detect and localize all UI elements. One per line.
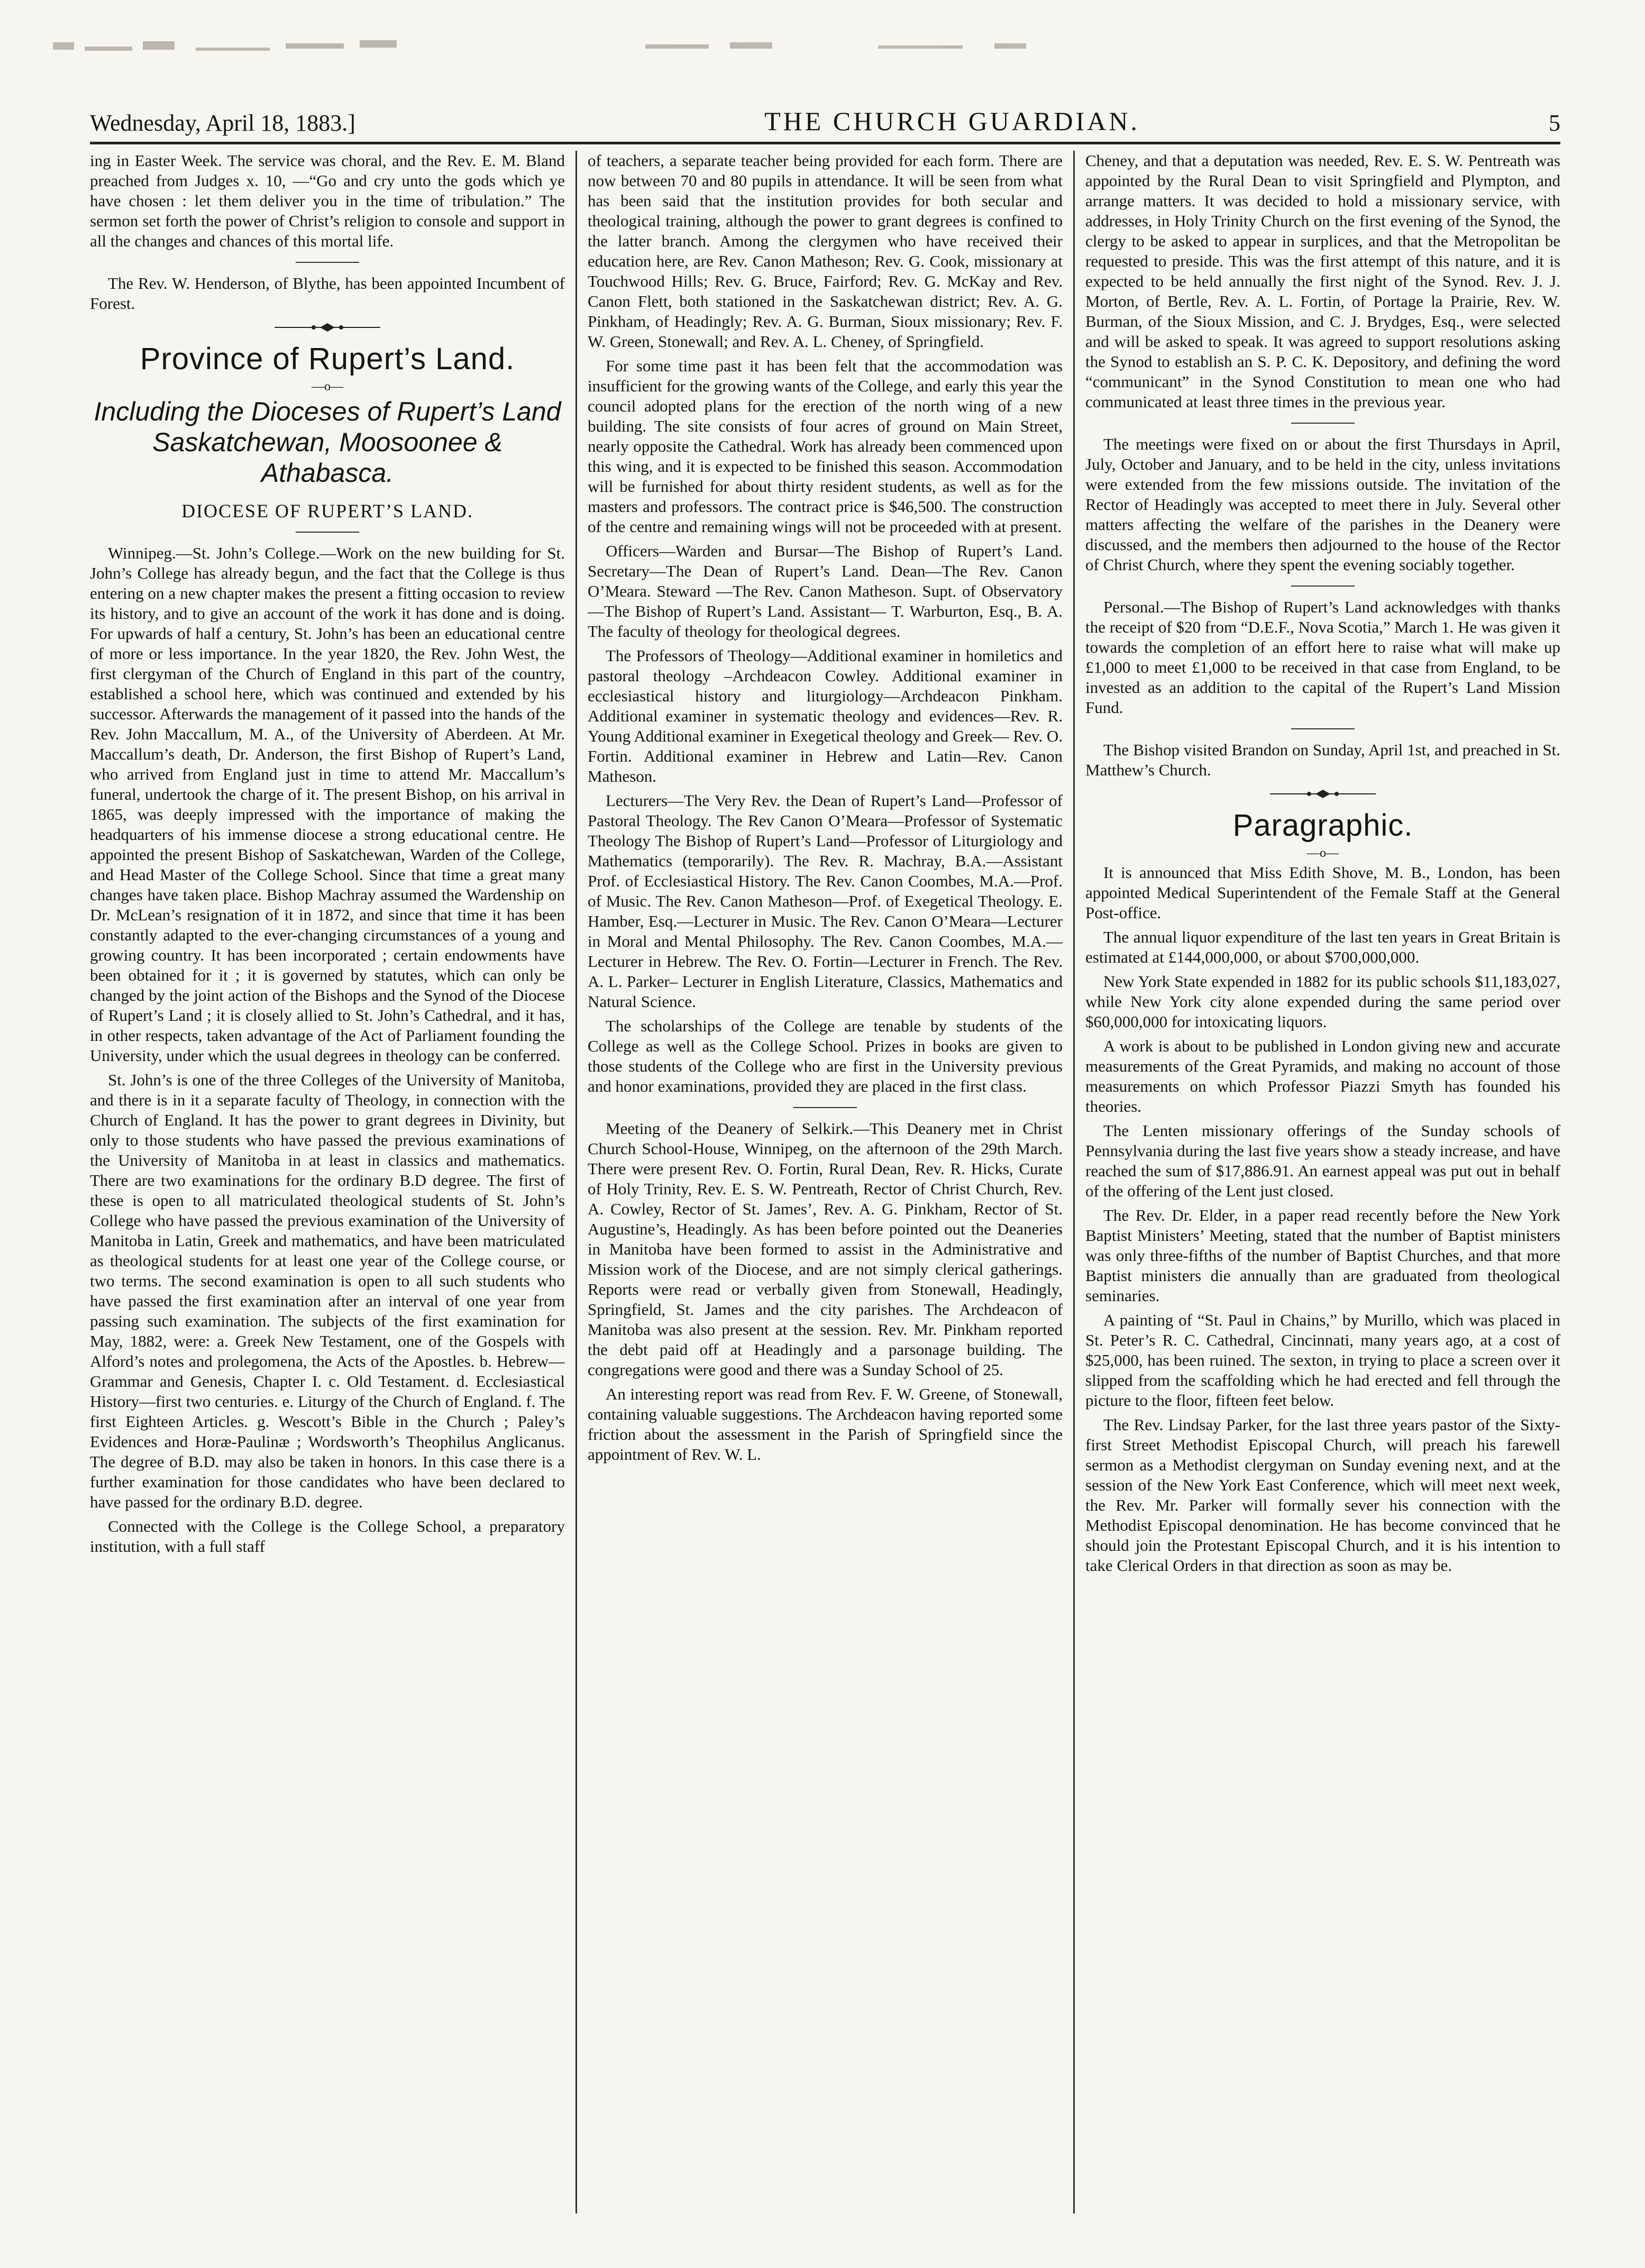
paragraphic-heading: Paragraphic.: [1232, 808, 1413, 843]
officers-paragraph: Officers—Warden and Bursar—The Bishop of Rupert’s Land. Secretary—The Dean of Rupert’s Land. Dean—The Rev. Canon O’Meara. Steward —The Rev. Canon Matheson. Supt. of Observatory—The Bishop of Rupert’s Land. Assistant— T. Warburton, Esq., B. A. The faculty of theology for theological degrees.: [588, 542, 1063, 641]
liquor-expenditure-paragraph: The annual liquor expenditure of the last ten years in Great Britain is estimated at £144,000,000, or about $700,000,000.: [1085, 928, 1560, 966]
page-header: [90, 89, 1560, 144]
professors-paragraph: The Professors of Theology—Additional examiner in homiletics and pastoral theology –Archdeacon Cowley. Additional examiner in ecclesiastical history and liturgiology—Archdeacon Pinkham. Additional examiner in systematic theology and evidences—Rev. R. Young Additional examiner in Exegetical theology and Greek— Rev. O. Fortin. Additional examiner in Hebrew and Latin—Rev. Canon Matheson.: [588, 646, 1063, 785]
ornamental-divider: [90, 322, 565, 335]
divider: [1291, 728, 1355, 729]
lecturers-paragraph: Lecturers—The Very Rev. the Dean of Rupert’s Land—Professor of Pastoral Theology. The Rev Canon O’Meara—Professor of Systematic Theology The Bishop of Rupert’s Land—Professor of Liturgiology and Mathematics (temporarily). The Rev. R. Machray, B.A.—Assistant Prof. of Ecclesiastical History. The Rev. Canon Coombes, M.A.—Prof. of Music. The Rev. Canon Matheson—Prof. of Exegetical Theology. E. Hamber, Esq.—Lecturer in Music. The Rev. Canon O’Meara—Lecturer in Moral and Mental Philosophy. The Rev. Canon Coombes, M.A.—Lecturer in Hebrew. The Rev. O. Fortin—Lecturer in French. The Rev. A. L. Parker– Lecturer in English Literature, Classics, Mathematics and Natural Science.: [588, 791, 1063, 1011]
newspaper-title: THE CHURCH GUARDIAN.: [764, 106, 1140, 136]
column-rule: [1073, 151, 1075, 2214]
scholarships-paragraph: The scholarships of the College are tenable by students of the College as well as the College School. Prizes in books are given to those students of the College who are first in the University previous and honor examinations, provided they are placed in the first class.: [588, 1017, 1063, 1095]
column-1: [90, 151, 565, 2214]
small-ornament: —o—: [312, 380, 343, 394]
meetings-paragraph: The meetings were fixed on or about the first Thursdays in April, July, October and January, and to be held in the city, unless invitations were extended from the few missions outside. The invitation of the Rector of Headingly was accepted to meet there in July. Several other matters affecting the welfare of the parishes in the Deanery were discussed, and the members then adjourned to the house of the Rector of Christ Church, where they spent the evening sociably together.: [1085, 435, 1560, 574]
deanery-meeting-paragraph: Meeting of the Deanery of Selkirk.—This Deanery met in Christ Church School-House, Winnipeg, on the afternoon of the 29th March. There were present Rev. O. Fortin, Rural Dean, Rev. R. Hicks, Curate of Holy Trinity, Rev. E. S. W. Pentreath, Rector of Christ Church, Rev. A. Cowley, Rector of St. James’, Rev. A. G. Pinkham, Rector of St. Augustine’s, Headingly. As has been before pointed out the Deaneries in Manitoba have been formed to assist in the Administrative and Mission work of the Diocese, and are not simply clerical gatherings. Reports were read or verbally given from Stonewall, Headingly, Springfield, St. James and the city parishes. The Archdeacon of Manitoba was also present at the session. Rev. Mr. Pinkham reported the debt paid off at Headingly and a parsonage building. The congregations were good and there was a Sunday School of 25.: [588, 1119, 1063, 1379]
personal-paragraph: Personal.—The Bishop of Rupert’s Land acknowledges with thanks the receipt of $20 from “D.E.F., Nova Scotia,” March 1. He was given it towards the completion of an effort here to raise what will make up £1,000 to meet £1,000 to be received in that case from England, to be invested as an addition to the capital of the Rupert’s Land Mission Fund.: [1085, 598, 1560, 717]
province-heading: Province of Rupert’s Land.: [140, 342, 515, 376]
lindsay-parker-paragraph: The Rev. Lindsay Parker, for the last three years pastor of the Sixty-first Street Methodist Episcopal Church, will preach his farewell sermon as a Methodist clergyman on Sunday evening next, and at the session of the New York East Conference, which will meet next week, the Rev. Mr. Parker will formally sever his connection with the Methodist Episcopal denomination. He has become convinced that he should join the Protestant Episcopal Church, and it is his intention to take Clerical Orders in that direction as soon as may be.: [1085, 1415, 1560, 1575]
st-johns-college-paragraph: Winnipeg.—St. John’s College.—Work on the new building for St. John’s College has already begun, and the fact that the College is thus entering on a new chapter makes the present a fitting occasion to review its history, and to give an account of the work it has done and is doing. For upwards of half a century, St. John’s has been an educational centre of more or less importance. In the year 1820, the Rev. John West, the first clergyman of the Church of England in this part of the country, established a school here, which was continued and extended by his successor. Afterwards the management of it passed into the hands of the Rev. John Maccallum, M. A., of the University of Aberdeen. At Mr. Maccallum’s death, Dr. Anderson, the first Bishop of Rupert’s Land, who arrived from England just in time to attend Mr. Maccallum’s funeral, undertook the charge of it. The present Bishop, on his arrival in 1865, was deeply impressed with the importance of making the headquarters of his immense diocese a strong educational centre. He appointed the present Bishop of Saskatchewan, Warden of the College, and Head Master of the College School. Since that time a great many changes have taken place. Bishop Machray assumed the Wardenship on Dr. McLean’s resignation of it in 1872, and since that time it has been constantly adapted to the ever-changing circumstances of a young and growing country. It has been incorporated ; certain endowments have been obtained for it ; it is governed by statutes, which can only be changed by the joint action of the Bishops and the Synod of the Diocese of Rupert’s Land ; it is closely allied to St. John’s Cathedral, and it has, in other respects, taken advantage of the Act of Parliament founding the University, under which the usual degrees in theology can be conferred.: [90, 544, 565, 1065]
print-bleed-texture: [21, 32, 1502, 74]
new-building-paragraph: For some time past it has been felt that the accommodation was insufficient for the growing wants of the College, and early this year the council adopted plans for the erection of the north wing of a new building. The site consists of four acres of ground on Main Street, nearly opposite the Cathedral. Work has already been commenced upon this wing, and it is expected to be finished this season. Accommodation will be furnished for about thirty resident students, as well as for the masters and professors. The contract price is $46,500. The construction of the centre and remaining wings will not be proceeded with at present.: [588, 356, 1063, 536]
column-rule: [575, 151, 577, 2214]
university-paragraph: St. John’s is one of the three Colleges of the University of Manitoba, and there is in it a separate faculty of Theology, in connection with the Church of England. It has the power to grant degrees in Divinity, but only to those students who have passed the previous examinations of the University of Manitoba in at least in classics and mathematics. There are two examinations for the ordinary B.D degree. The first of these is open to all matriculated theological students of St. John’s College who have passed the previous examination of the University of Manitoba in Latin, Greek and mathematics, and have been matriculated as theological students for at least one year of the College course, or two terms. The second examination is open to all such students who have passed the first examination after an interval of one year from passing such examination. The subjects of the first examination for May, 1882, were: a. Greek New Testament, one of the Gospels with Alford’s notes and prolegomena, the Acts of the Apostles. b. Hebrew—Grammar and Genesis, Chapter I. c. Old Testament. d. Ecclesiastical History—first two centuries. e. Liturgy of the Church of England. f. The first Eighteen Articles. g. Wescott’s Bible in the Church ; Paley’s Evidences and Horæ-Paulinæ ; Wordsworth’s Theophilus Anglicanus. The degree of B.D. may also be taken in honors. In this case there is a further examination for those candidates who have been declared to have passed for the ordinary B.D. degree.: [90, 1071, 565, 1511]
murillo-painting-paragraph: A painting of “St. Paul in Chains,” by Murillo, which was placed in St. Peter’s R. C. Cathedral, Cincinnati, many years ago, at a cost of $25,000, has been ruined. The sexton, in trying to place a screen over it slipped from the scaffolding which he had erected and fell through the picture to the floor, fifteen feet below.: [1085, 1311, 1560, 1410]
stonewall-report-paragraph: An interesting report was read from Rev. F. W. Greene, of Stonewall, containing valuable suggestions. The Archdeacon having reported some friction about the assessment in the Parish of Springfield since the appointment of Rev. W. L.: [588, 1385, 1063, 1464]
pyramids-paragraph: A work is about to be published in London giving new and accurate measurements of the Great Pyramids, and making no account of those measurements on which Professor Piazzi Smyth has founded his theories.: [1085, 1037, 1560, 1115]
easter-service-paragraph: ing in Easter Week. The service was choral, and the Rev. E. M. Bland preached from Judges x. 10, —“Go and cry unto the gods which ye have chosen : let them deliver you in the time of tribulation.” The sermon set forth the power of Christ’s religion to console and support in all the changes and chances of this mortal life.: [90, 151, 565, 250]
divider: [296, 532, 359, 533]
column-2: [588, 151, 1063, 2214]
article-columns: [90, 151, 1560, 2214]
henderson-appointment-paragraph: The Rev. W. Henderson, of Blythe, has been appointed Incumbent of Forest.: [90, 274, 565, 313]
diocese-heading: DIOCESE OF RUPERT’S LAND.: [181, 500, 473, 522]
province-subheading: Including the Dioceses of Rupert’s Land Saskatchewan, Moosoonee & Athabasca.: [94, 397, 561, 488]
small-ornament: —o—: [1307, 846, 1339, 860]
page-number: 5: [1549, 110, 1560, 136]
college-school-paragraph: Connected with the College is the College School, a preparatory institution, with a full staff: [90, 1517, 565, 1556]
divider: [296, 262, 359, 263]
column-3: [1085, 151, 1560, 2214]
brandon-visit-paragraph: The Bishop visited Brandon on Sunday, April 1st, and preached in St. Matthew’s Church.: [1085, 740, 1560, 779]
teachers-paragraph: of teachers, a separate teacher being provided for each form. There are now between 70 and 80 pupils in attendance. It will be seen from what has been said that the institution provides for both secular and theological training, although the power to grant degrees is confined to the latter branch. Among the clergymen who have received their education here, are Rev. Canon Matheson; Rev. G. Cook, missionary at Touchwood Hills; Rev. G. Bruce, Fairford; Rev. G. McKay and Rev. Canon Flett, both stationed in the Saskatchewan district; Rev. A. G. Pinkham, of Headingly; Rev. A. G. Burman, Sioux missionary; Rev. F. W. Green, Stonewall; and Rev. A. L. Cheney, of Springfield.: [588, 151, 1063, 351]
edith-shove-paragraph: It is announced that Miss Edith Shove, M. B., London, has been appointed Medical Superintendent of the Female Staff at the General Post-office.: [1085, 863, 1560, 922]
lenten-offerings-paragraph: The Lenten missionary offerings of the Sunday schools of Pennsylvania during the last five years show a steady increase, and have reached the sum of $17,886.91. An earnest appeal was put out in behalf of the offering of the Lent just closed.: [1085, 1121, 1560, 1200]
ornamental-divider: [1085, 789, 1560, 801]
new-york-schools-paragraph: New York State expended in 1882 for its public schools $11,183,027, while New York city alone expended during the same period over $60,000,000 for intoxicating liquors.: [1085, 972, 1560, 1031]
deputation-paragraph: Cheney, and that a deputation was needed, Rev. E. S. W. Pentreath was appointed by the Rural Dean to visit Springfield and Plympton, and arrange matters. It was decided to hold a missionary service, with addresses, in Holy Trinity Church on the first evening of the Synod, the clergy to be asked to appear in surplices, and that the Metropolitan be requested to preside. This was the first attempt of this nature, and it is expected to be held annually the first night of the Synod. Rev. J. J. Morton, of Bertle, Rev. A. L. Fortin, of Portage la Prairie, Rev. W. Burman, of the Sioux Mission, and C. J. Brydges, Esq., were selected and will be asked to speak. It was agreed to support resolutions asking the Synod to establish an S. P. C. K. Depository, and defining the word “communicant” in the Synod Constitution to mean one who had communicated at least three times in the previous year.: [1085, 151, 1560, 411]
divider: [1291, 423, 1355, 424]
divider: [1291, 586, 1355, 587]
baptist-ministers-paragraph: The Rev. Dr. Elder, in a paper read recently before the New York Baptist Ministers’ Meeting, stated that the number of Baptist ministers was only three-fifths of the number of Baptist Churches, and that more Baptist ministers die annually than are graduated from theological seminaries.: [1085, 1206, 1560, 1305]
divider: [793, 1107, 857, 1108]
issue-date: Wednesday, April 18, 1883.]: [90, 110, 355, 136]
